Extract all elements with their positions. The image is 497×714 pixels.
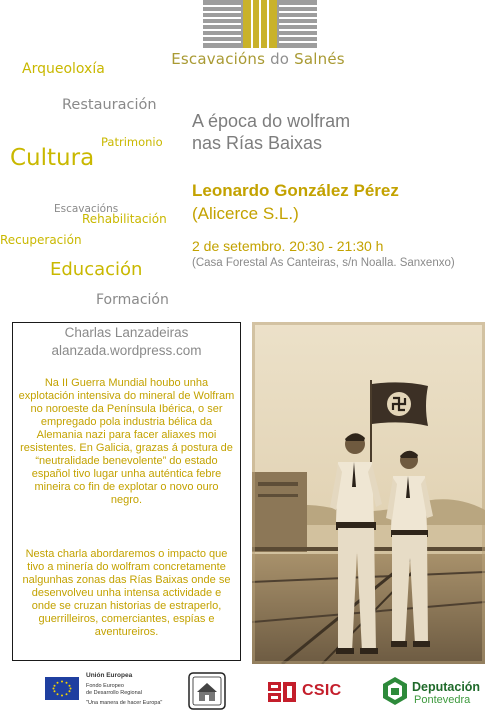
- speaker-name: Leonardo González Pérez: [192, 181, 399, 200]
- word-rehabilitacion: Rehabilitación: [82, 212, 167, 226]
- talk-datetime: 2 de setembro. 20:30 - 21:30 h: [192, 238, 384, 254]
- csic-logo-icon: [268, 682, 298, 702]
- word-patrimonio: Patrimonio: [101, 135, 163, 149]
- word-escavacions: Escavacións: [54, 203, 119, 215]
- csic-label: CSIC: [302, 682, 342, 699]
- word-arqueoloxia: Arqueoloxía: [22, 61, 105, 77]
- escavacions-logo-icon: [200, 0, 320, 50]
- talk-venue: (Casa Forestal As Canteiras, s/n Noalla. Sanxenxo): [192, 257, 455, 269]
- deputacion-title: Deputación: [412, 680, 481, 694]
- talk-title-line2: nas Rías Baixas: [192, 133, 323, 153]
- word-recuperacion: Recuperación: [0, 233, 82, 247]
- eu-line2: Fondo Europeo: [86, 682, 124, 689]
- eu-funding-text: [86, 672, 162, 707]
- logo-title-part2: do: [265, 50, 295, 68]
- description-paragraph-1: Na II Guerra Mundial houbo unha explotación intensiva do mineral de Wolfram no noroeste da Península Ibérica, o ser empregado pola industria bélica da Alemania nazi para facer aliaxes moi resistentes. En Galicia, grazas á postura de “neutralidade benevolente” do estado español tivo lugar unha auténtica febre mineira co fin de explotar o novo ouro negro.: [18, 377, 235, 506]
- eu-flag-icon: [45, 677, 79, 700]
- logo-title-part1: Escavacións: [171, 50, 266, 68]
- talk-title: [192, 110, 482, 154]
- logo-title-part3: Salnés: [294, 50, 345, 68]
- deputacion-subtitle: Pontevedra: [414, 694, 471, 706]
- eu-line3: de Desarrollo Regional: [86, 690, 142, 696]
- series-url[interactable]: alanzada.wordpress.com: [51, 343, 202, 358]
- logo-title: [168, 50, 348, 68]
- museum-badge-icon: [188, 672, 226, 710]
- deputacion-shield-icon: [382, 676, 408, 706]
- word-restauracion: Restauración: [62, 97, 157, 113]
- word-educacion: Educación: [50, 259, 143, 280]
- word-cultura: Cultura: [10, 145, 95, 171]
- eu-line4: "Una manera de hacer Europa": [86, 699, 163, 706]
- historical-photo: [252, 322, 485, 664]
- description-paragraph-2: Nesta charla abordaremos o impacto que tivo a minería do wolfram concretamente nalgunhas zonas das Rías Baixas onde se desenvolveu unha intensa actividade e onde se cruzan historias de estraperlo, guerrilleiros, comerciantes, espías e aventureiros.: [22, 548, 231, 638]
- word-formacion: Formación: [96, 292, 169, 308]
- talk-title-line1: A época do wolfram: [192, 111, 351, 131]
- speaker-company: (Alicerce S.L.): [192, 204, 299, 223]
- eu-line1: Unión Europea: [86, 672, 133, 679]
- series-name: Charlas Lanzadeiras: [64, 325, 189, 340]
